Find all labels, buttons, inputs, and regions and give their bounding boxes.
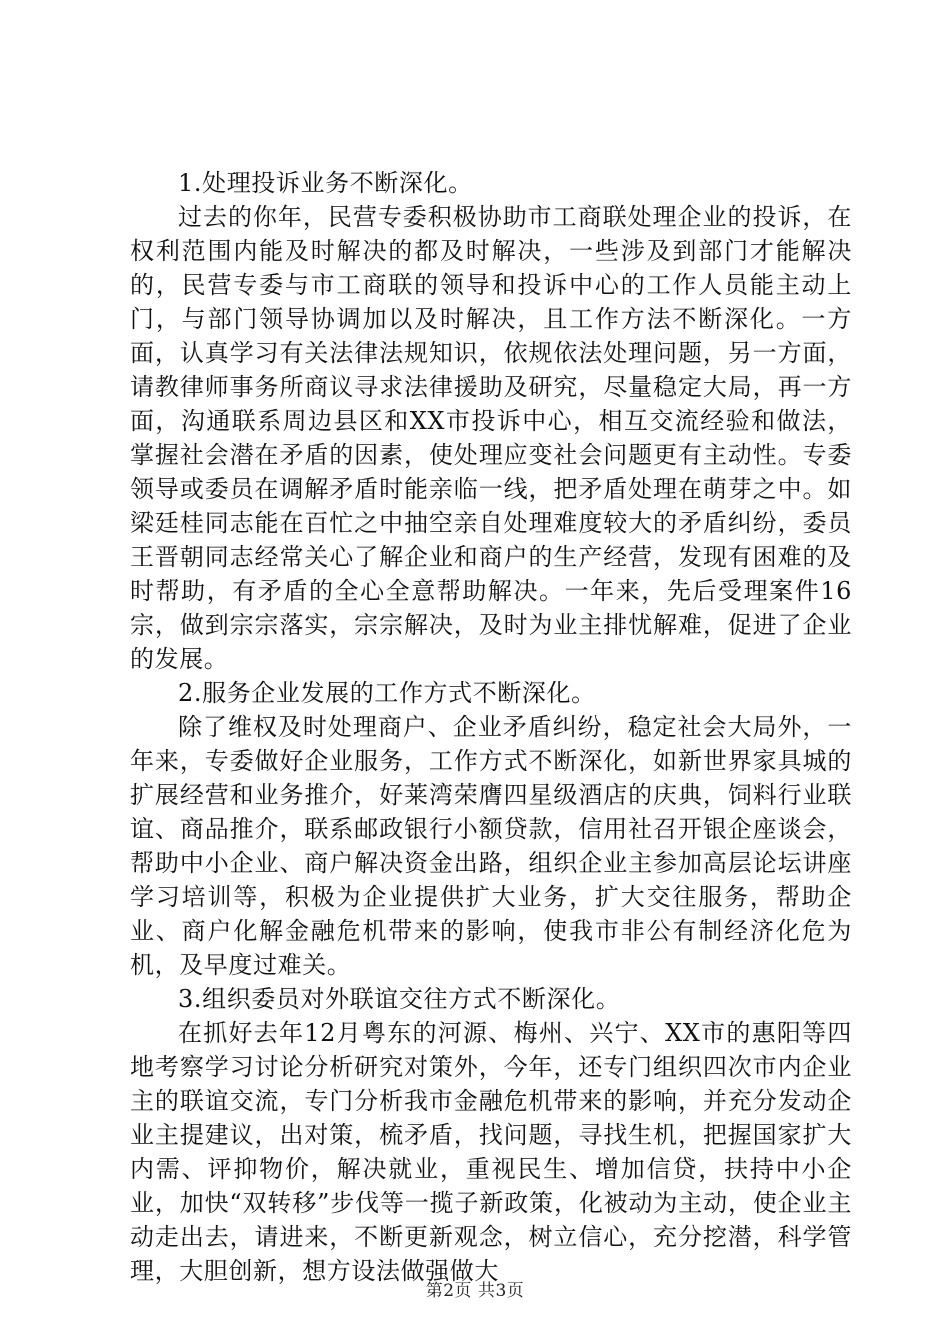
section-heading-1: 1.处理投诉业务不断深化。	[178, 169, 473, 197]
body-paragraph-3: 在抓好去年12月粤东的河源、梅州、兴宁、XX市的惠阳等四地考察学习讨论分析研究对策外，今年，还专门组织四次市内企业主的联谊交流，专门分析我市金融危机带来的影响，并充分发动企业主提建议，出对策，梳矛盾，找问题，寻找生机，把握国家扩大内需、评抑物价，解决就业，重视民生、增加信贷，扶持中小企业，加快“双转移”步伐等一揽子新政策，化被动为主动，使企业主动走出去，请进来，不断更新观念，树立信心，充分挖潜，科学管理，大胆创新，想方设法做强做大	[130, 1019, 852, 1285]
document-body	[130, 166, 852, 1288]
body-paragraph-1: 过去的你年，民营专委积极协助市工商联处理企业的投诉，在权利范围内能及时解决的都及时解决，一些涉及到部门才能解决的，民营专委与市工商联的领导和投诉中心的工作人员能主动上门，与部门领导协调加以及时解决，且工作方法不断深化。一方面，认真学习有关法律法规知识，依规依法处理问题，另一方面，请教律师事务所商议寻求法律援助及研究，尽量稳定大局，再一方面，沟通联系周边县区和XX市投诉中心，相互交流经验和做法，掌握社会潜在矛盾的因素，使处理应变社会问题更有主动性。专委领导或委员在调解矛盾时能亲临一线，把矛盾处理在萌芽之中。如梁廷桂同志能在百忙之中抽空亲自处理难度较大的矛盾纠纷，委员王晋朝同志经常关心了解企业和商户的生产经营，发现有困难的及时帮助，有矛盾的全心全意帮助解决。一年来，先后受理案件16宗，做到宗宗落实，宗宗解决，及时为业主排忧解难，促进了企业的发展。	[130, 203, 852, 673]
page-footer: 第2页 共3页	[425, 1281, 525, 1301]
section-heading-3: 3.组织委员对外联谊交往方式不断深化。	[178, 985, 621, 1013]
body-paragraph-2: 除了维权及时处理商户、企业矛盾纠纷，稳定社会大局外，一年来，专委做好企业服务，工作方式不断深化，如新世界家具城的扩展经营和业务推介，好莱湾荣膺四星级酒店的庆典，饲料行业联谊、商品推介，联系邮政银行小额贷款，信用社召开银企座谈会，帮助中小企业、商户解决资金出路，组织企业主参加高层论坛讲座学习培训等，积极为企业提供扩大业务，扩大交往服务，帮助企业、商户化解金融危机带来的影响，使我市非公有制经济化危为机，及早度过难关。	[130, 713, 852, 979]
section-heading-2: 2.服务企业发展的工作方式不断深化。	[178, 679, 596, 707]
